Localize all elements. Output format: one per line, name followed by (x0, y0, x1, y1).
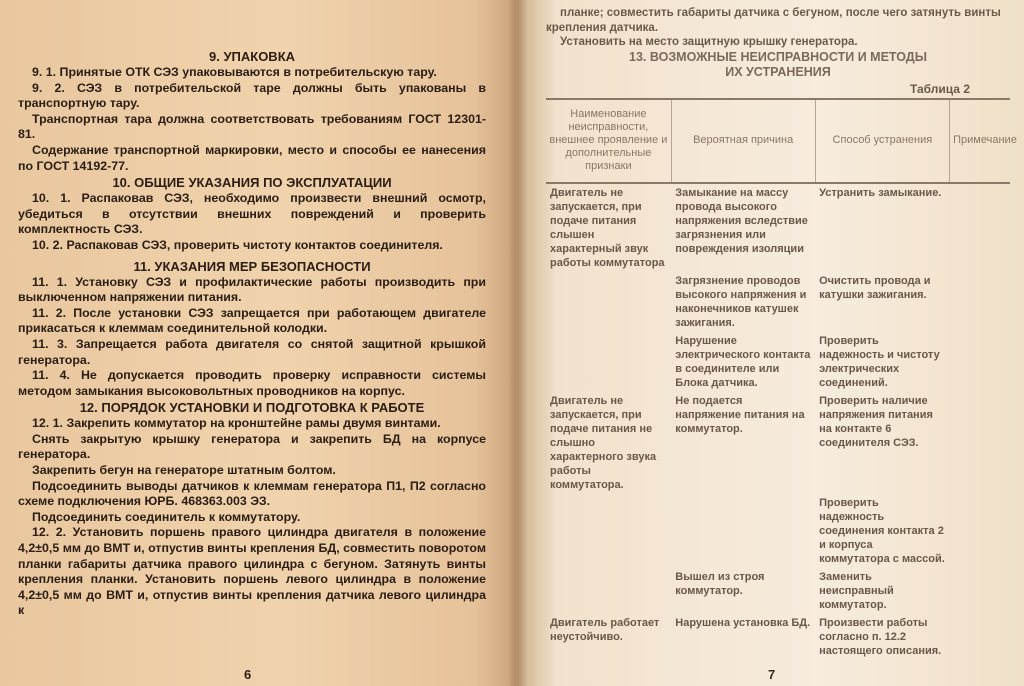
table-row (546, 392, 1010, 494)
cell-note (950, 272, 1010, 332)
paragraph-10-1: 10. 1. Распаковав СЭЗ, необходимо произвести внешний осмотр, убедиться в отсутствии внешних повреждений и проверить комплектность СЭЗ. (18, 191, 486, 237)
table-row (546, 183, 1010, 272)
table-row (546, 614, 1010, 660)
cell-fault: Двигатель работает неустойчиво. (550, 616, 660, 643)
cell-note (950, 494, 1010, 568)
table-row (546, 332, 1010, 392)
paragraph-12-2: 12. 2. Установить поршень правого цилиндра двигателя в положение 4,2±0,5 мм до ВМТ и, отпустив винты крепления БД, совместить поворотом планки габариты датчика правого цилиндра с бегуном. Затянуть винты крепления планки. Установить поршень левого цилиндра в положение 4,2±0,5 мм до ВМТ и, отпустив винты крепления датчика левого цилиндра к (18, 525, 486, 618)
cell-fault: Двигатель не запускается, при подаче питания не слышно характерного звука работы коммутатора. (550, 394, 657, 491)
section-13-title-line-2: ИХ УСТРАНЕНИЯ (725, 64, 831, 79)
cell-remedy: Проверить надежность и чистоту электрических соединений. (819, 334, 940, 389)
paragraph-11-3: 11. 3. Запрещается работа двигателя со снятой защитной крышкой генератора. (18, 336, 486, 367)
cell-remedy: Очистить провода и катушки зажигания. (819, 274, 931, 301)
paragraph-11-4: 11. 4. Не допускается проводить проверку исправности системы методом замыкания высоковольтных проводников на корпус. (18, 368, 486, 398)
table-row (546, 272, 1010, 332)
continuation-text-2: Установить на место защитную крышку генератора. (560, 36, 858, 48)
cell-cause: Загрязнение проводов высокого напряжения и наконечников катушек зажигания. (675, 274, 807, 329)
table-row (546, 568, 1010, 614)
paragraph-12-1d: Подсоединить выводы датчиков к клеммам генератора П1, П2 согласно схеме подключения ЮРБ. 468363.003 ЭЗ. (18, 478, 486, 509)
cell-remedy: Заменить неисправный коммутатор. (819, 570, 894, 611)
cell-remedy: Проверить наличие напряжения питания на контакте 6 соединителя СЭЗ. (819, 394, 933, 449)
cell-note (950, 568, 1010, 614)
paragraph-9-2: 9. 2. СЭЗ в потребительской таре должны быть упакованы в транспортную тару. (18, 80, 486, 111)
cell-cause: Не подается напряжение питания на коммутатор. (675, 394, 805, 435)
table-caption: Таблица 2 (909, 81, 970, 96)
cell-remedy: Проверить надежность соединения контакта 2 и корпуса коммутатора с массой. (819, 496, 945, 565)
right-page (516, 0, 1024, 686)
page-number-right: 7 (768, 667, 776, 682)
cell-fault (546, 332, 671, 392)
header-note: Примечание (950, 99, 1010, 183)
cell-fault (546, 568, 671, 614)
cell-note (950, 332, 1010, 392)
section-11-title: 11. УКАЗАНИЯ МЕР БЕЗОПАСНОСТИ (133, 258, 371, 274)
table-header-row (546, 99, 1010, 183)
paragraph-11-2: 11. 2. После установки СЭЗ запрещается при работающем двигателе прикасаться к клеммам соединительной колодки. (18, 305, 486, 336)
header-fault: Наименование неисправности, внешнее проявление и дополнительные признаки (546, 99, 671, 183)
cell-cause (671, 494, 815, 568)
cell-remedy: Устранить замыкание. (819, 186, 942, 199)
section-13-title-line-1: 13. ВОЗМОЖНЫЕ НЕИСПРАВНОСТИ И МЕТОДЫ (629, 49, 927, 64)
paragraph-12-1: 12. 1. Закрепить коммутатор на кронштейне рамы двумя винтами. (32, 416, 441, 431)
header-remedy: Способ устранения (815, 99, 950, 183)
header-cause: Вероятная причина (671, 99, 815, 183)
paragraph-10-2: 10. 2. Распаковав СЭЗ, проверить чистоту контактов соединителя. (32, 237, 443, 252)
paragraph-12-1b: Снять закрытую крышку генератора и закрепить БД на корпусе генератора. (18, 431, 486, 462)
section-9-title: 9. УПАКОВКА (208, 49, 296, 64)
section-12-title: 12. ПОРЯДОК УСТАНОВКИ И ПОДГОТОВКА К РАБОТЕ (79, 400, 425, 416)
book-spine-fold (508, 0, 528, 686)
cell-fault (546, 494, 671, 568)
paragraph-9-3: Транспортная тара должна соответствовать требованиям ГОСТ 12301-81. (18, 111, 486, 142)
cell-cause: Вышел из строя коммутатор. (675, 570, 765, 597)
paragraph-12-1e: Подсоединить соединитель к коммутатору. (32, 509, 301, 524)
paragraph-11-1: 11. 1. Установку СЭЗ и профилактические работы производить при выключенном напряжении питания. (18, 274, 486, 305)
cell-fault (546, 272, 671, 332)
cell-cause: Замыкание на массу провода высокого напряжения вследствие загрязнения или повреждения изоляции (675, 186, 808, 255)
page-number-left: 6 (244, 667, 252, 682)
cell-note (950, 614, 1010, 660)
cell-remedy: Произвести работы согласно п. 12.2 настоящего описания. (819, 616, 942, 657)
cell-cause: Нарушена установка БД. (675, 616, 811, 629)
cell-fault: Двигатель не запускается, при подаче питания слышен характерный звук работы коммутатора (550, 186, 665, 269)
cell-note (950, 392, 1010, 494)
section-10-title: 10. ОБЩИЕ УКАЗАНИЯ ПО ЭКСПЛУАТАЦИИ (112, 175, 392, 191)
fault-table (546, 98, 1017, 660)
paragraph-9-1: 9. 1. Принятые ОТК СЭЗ упаковываются в потребительскую тару. (32, 65, 437, 79)
cell-note (950, 183, 1010, 272)
table-row (546, 494, 1010, 568)
paragraph-9-4: Содержание транспортной маркировки, место и способы ее нанесения по ГОСТ 14192-77. (18, 142, 486, 173)
cell-cause: Нарушение электрического контакта в соединителе или Блока датчика. (675, 334, 811, 389)
paragraph-12-1c: Закрепить бегун на генераторе штатным болтом. (32, 463, 336, 478)
continuation-text: планке; совместить габариты датчика с бегуном, после чего затянуть винты крепления датчика. (546, 7, 1001, 34)
